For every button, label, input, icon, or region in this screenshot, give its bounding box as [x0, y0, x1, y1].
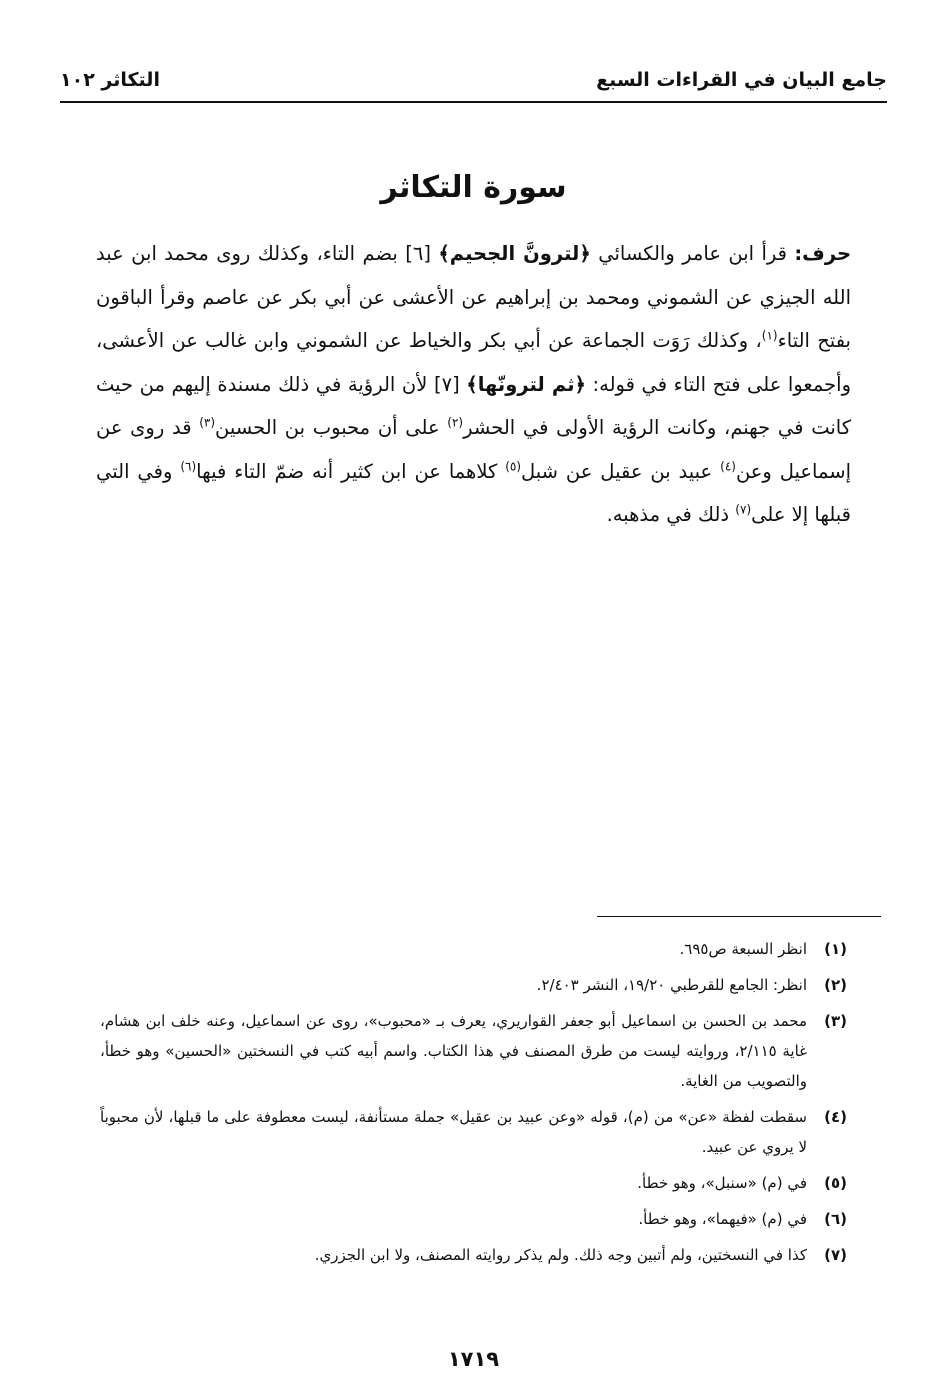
text-segment: [٦] بضم التاء، وكذلك روى محمد ابن عبد الله الجيزي عن الشموني ومحمد بن إبراهيم عن الأعشى عن أبي بكر عن عاصم وقرأ الباقون بفتح التاء — [96, 242, 851, 352]
main-text — [96, 232, 851, 537]
footnote-text: سقطت لفظة «عن» من (م)، قوله «وعن عبيد بن عقيل» جملة مستأنفة، ليست معطوفة على ما قبلها، لأن محبوباً لا يروي عن عبيد. — [100, 1108, 807, 1156]
footnote — [100, 1006, 847, 1096]
footnote-number: (٥) — [824, 1174, 847, 1192]
text-segment: عبيد بن عقيل عن شبل — [521, 459, 721, 483]
footnote — [100, 1240, 847, 1270]
book-title: جامع البيان في القراءات السبع — [596, 69, 887, 91]
footnote-ref: (٥) — [505, 459, 522, 473]
footnotes — [100, 934, 847, 1276]
text-segment: على أن محبوب بن الحسين — [215, 416, 448, 439]
footnote-divider — [597, 916, 881, 917]
text-segment: ، وكذلك رَوَت الجماعة عن أبي بكر والخياط عن الشموني وابن غالب عن الأعشى، وأجمعوا على فتح التاء في قوله: — [96, 329, 851, 396]
footnote — [100, 934, 847, 964]
footnote — [100, 1204, 847, 1234]
footnote-text: محمد بن الحسن بن اسماعيل أبو جعفر القواريري، يعرف بـ «محبوب»، روى عن اسماعيل، وعنه خلف ابن هشام، غاية ٢/١١٥، وروايته ليست من طرق المصنف في هذا الكتاب. واسم أبيه كتب في النسختين «الحسين» وهو خطأ، والتصويب من الغاية. — [100, 1012, 807, 1090]
footnote-number: (١) — [824, 940, 847, 958]
quran-verse: ﴿لترونَّ الجحيم﴾ — [438, 242, 591, 265]
surah-title: سورة التكاثر — [380, 170, 567, 205]
lead-word: حرف: — [794, 242, 852, 265]
footnote-ref: (٣) — [199, 415, 216, 430]
footnote-number: (٧) — [824, 1246, 847, 1264]
footnote — [100, 1168, 847, 1198]
footnote-ref: (٦) — [180, 459, 197, 473]
header-divider — [60, 101, 887, 103]
footnote-text: انظر السبعة ص٦٩٥. — [679, 940, 807, 958]
footnote — [100, 1102, 847, 1162]
footnote-text: انظر: الجامع للقرطبي ١٩/٢٠، النشر ٢/٤٠٣. — [536, 976, 807, 994]
page-number: ١٧١٩ — [447, 1347, 500, 1371]
footnote-ref: (٢) — [447, 415, 464, 430]
footnote-text: في (م) «فيهما»، وهو خطأ. — [638, 1210, 807, 1228]
footnote-number: (٤) — [824, 1108, 847, 1126]
text-segment: قرأ ابن عامر والكسائي — [590, 242, 795, 265]
text-segment: كلاهما عن ابن كثير أنه ضمّ التاء فيها — [196, 459, 506, 483]
footnote-ref: (٤) — [720, 459, 736, 473]
text-segment: ذلك في مذهبه. — [606, 503, 736, 526]
footnote-number: (٣) — [824, 1012, 847, 1030]
section-label: التكاثر ١٠٢ — [60, 69, 160, 91]
text-segment: وفي التي قبلها إلا على — [96, 459, 851, 526]
footnote-text: في (م) «سنبل»، وهو خطأ. — [637, 1174, 807, 1192]
quran-verse: ﴿ثم لترونّها﴾ — [466, 372, 586, 396]
footnote-number: (٢) — [824, 976, 847, 994]
running-header — [60, 62, 887, 98]
footnote-number: (٦) — [824, 1210, 847, 1228]
footnote-ref: (١) — [761, 328, 778, 343]
footnote-ref: (٧) — [735, 502, 752, 517]
footnote — [100, 970, 847, 1000]
footnote-text: كذا في النسختين، ولم أتبين وجه ذلك. ولم يذكر روايته المصنف، ولا ابن الجزري. — [314, 1246, 807, 1264]
text-segment: [٧] لأن الرؤية في ذلك مسندة إليهم من حيث كانت في جهنم، وكانت الرؤية الأولى في الحشر — [96, 372, 851, 439]
text-segment: قد روى عن إسماعيل وعن — [96, 416, 852, 483]
